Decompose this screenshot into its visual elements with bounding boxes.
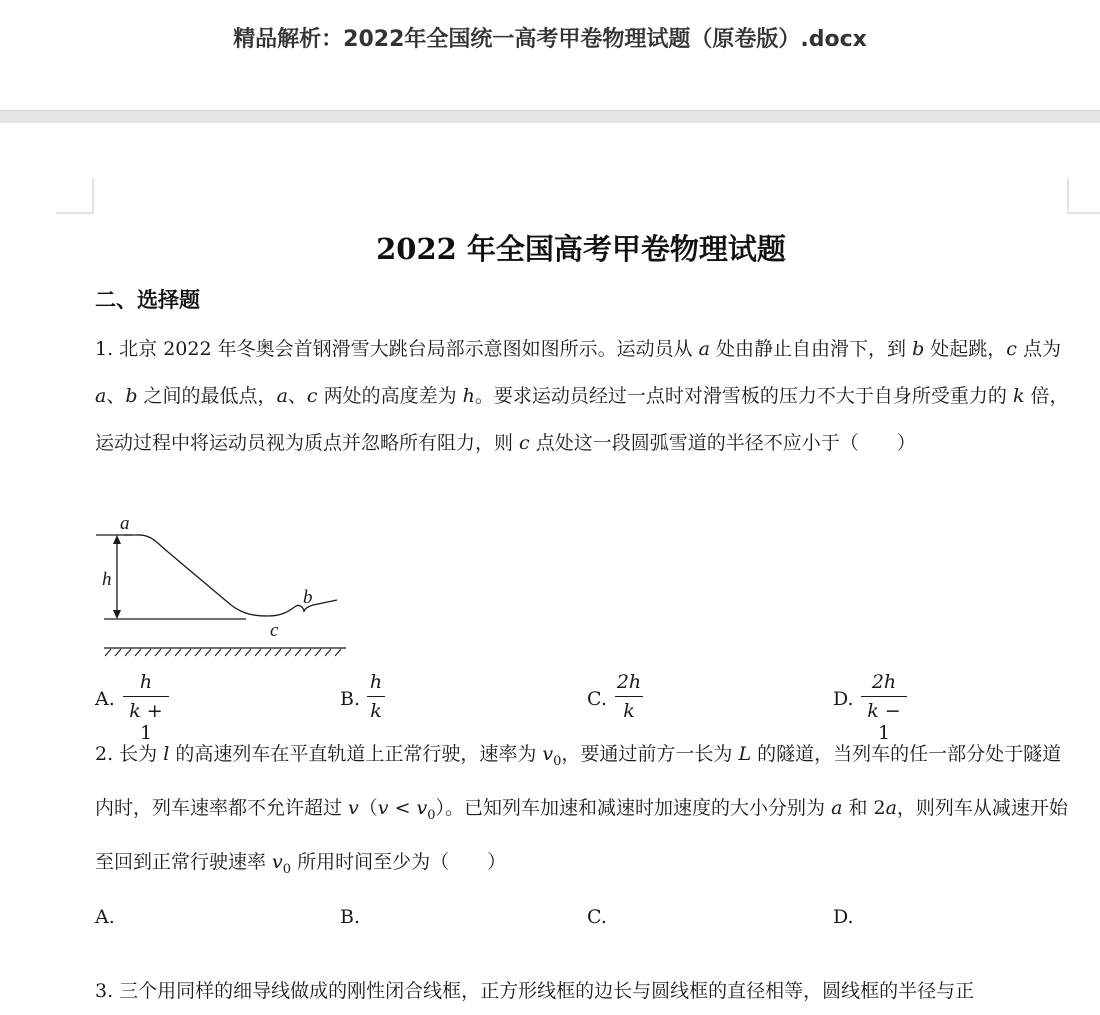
question-1-text: 1. 北京 2022 年冬奥会首钢滑雪大跳台局部示意图如图所示。运动员从 a 处由静止自由滑下，到 b 处起跳，c 点为 a、b 之间的最低点，a、c 两处的高度差为 h。要求运动员经过一点时对滑雪板的压力不大于自身所受重力的 k 倍，运动过程中将运动员视为质点并忽略所有阻力，则 c 点处这一段圆弧雪道的半径不应小于（ ） (95, 338, 1069, 454)
top-left-corner-mark (56, 178, 96, 218)
document-page (0, 123, 1100, 1002)
page-heading: 2022 年全国高考甲卷物理试题 (376, 232, 786, 266)
q1-option-c[interactable]: C. 2h k (587, 671, 642, 722)
q1-option-b-fraction: h k (367, 671, 385, 722)
q2-option-b[interactable]: B. (340, 906, 361, 928)
label-a: a (120, 513, 130, 534)
q1-option-b[interactable]: B. h k (340, 671, 460, 731)
q1-option-d[interactable]: D. 2h k − 1 (833, 671, 953, 731)
q1-option-a-fraction: h k + 1 (123, 671, 169, 744)
q2-option-a[interactable]: A. (95, 906, 115, 928)
section-heading: 二、选择题 (95, 287, 200, 312)
q1-option-d-fraction: 2h k − 1 (861, 671, 907, 744)
q1-option-c-fraction: 2h k (616, 671, 642, 722)
ski-jump-diagram (96, 512, 356, 660)
q1-option-a[interactable]: A. h k + 1 (95, 671, 215, 731)
title-bar (0, 0, 1100, 112)
q2-option-c[interactable]: C. (587, 906, 607, 928)
label-b: b (303, 587, 313, 608)
label-c: c (270, 620, 279, 641)
top-right-corner-mark (1066, 178, 1100, 218)
document-title: 精品解析：2022年全国统一高考甲卷物理试题（原卷版）.docx (233, 27, 867, 52)
q2-option-d[interactable]: D. (833, 906, 854, 928)
viewer-divider (0, 110, 1100, 124)
label-h: h (102, 569, 112, 590)
question-3-text: 3. 三个用同样的细导线做成的刚性闭合线框，正方形线框的边长与圆线框的直径相等，圆线框的半径与正 (95, 980, 975, 1002)
question-2-text: 2. 长为 l 的高速列车在平直轨道上正常行驶，速率为 $v_0$，要通过前方一长为 L 的隧道，当列车的任一部分处于隧道内时，列车速率都不允许超过 $v(v < v_0)$。已知列车加速和减速时加速度的大小分别为 a 和 2a，则列车从减速开始至回到正常行驶速率 $v_0$ 所用时间至少为（ ） (95, 743, 1068, 877)
